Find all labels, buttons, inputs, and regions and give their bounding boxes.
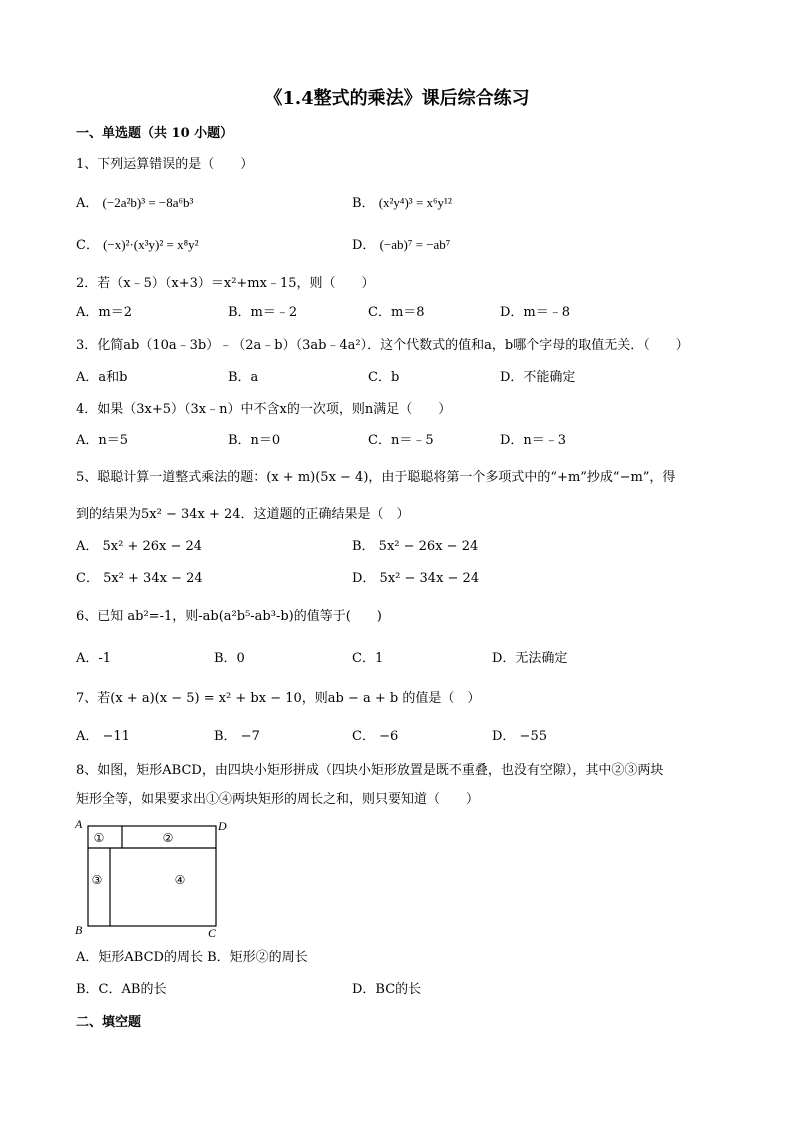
question-4-option-b: B．n＝0: [228, 433, 281, 448]
question-6-stem: 6、已知 ab²=-1，则-ab(a²b⁵-ab³-b)的值等于( ): [76, 609, 382, 624]
question-8-stem-line-1: 8、如图，矩形ABCD，由四块小矩形拼成（四块小矩形放置是既不重叠，也没有空隙），其中②③两块: [76, 763, 664, 778]
question-7-option-d: D． −55: [492, 729, 547, 744]
question-4-option-c: C．n＝﹣5: [368, 433, 434, 448]
question-8-option-c: B．C．AB的长: [76, 982, 167, 997]
option-expression: (−x)²·(x³y)² = x⁸y²: [103, 237, 199, 252]
option-letter: A．: [76, 196, 99, 211]
vertex-label-a: A: [75, 818, 83, 831]
region-label-3: ③: [91, 873, 103, 887]
question-1-option-d: [352, 237, 450, 254]
question-6-option-d: D．无法确定: [492, 651, 568, 666]
question-8-option-a-b: A．矩形ABCD的周长 B．矩形②的周长: [76, 950, 308, 965]
section-heading-fill-in: 二、填空题: [76, 1015, 142, 1030]
question-3-stem: 3．化简ab（10a﹣3b）﹣（2a﹣b）（3ab﹣4a²）．这个代数式的值和a，b哪个字母的取值无关．（ ）: [76, 338, 689, 353]
outer-rectangle: [88, 826, 216, 926]
question-8-stem-line-2: 矩形全等，如果要求出①④两块矩形的周长之和，则只要知道（ ）: [76, 792, 480, 807]
question-5-stem-line-2: 到的结果为5x² − 34x + 24．这道题的正确结果是（ ）: [76, 507, 410, 522]
region-label-1: ①: [93, 831, 105, 845]
option-letter: C．: [76, 238, 99, 253]
question-5-option-a: A． 5x² + 26x − 24: [76, 539, 203, 554]
question-7-option-c: C． −6: [352, 729, 399, 744]
question-2-stem: 2．若（x﹣5）（x+3）＝x²+mx﹣15，则（ ）: [76, 276, 375, 291]
rectangle-figure-drawing: [72, 818, 232, 938]
vertex-label-b: B: [75, 923, 83, 937]
question-5-option-b: B． 5x² − 26x − 24: [352, 539, 479, 554]
question-6-option-a: A．-1: [76, 651, 112, 666]
section-heading-single-choice: 一、单选题（共 10 小题）: [76, 126, 234, 141]
region-label-2: ②: [162, 831, 174, 845]
option-expression: (−ab)⁷ = −ab⁷: [379, 237, 451, 252]
vertex-label-d: D: [218, 819, 227, 833]
question-3-option-a: A．a和b: [76, 370, 128, 385]
question-4-option-d: D．n＝﹣3: [500, 433, 567, 448]
question-2-option-b: B．m＝﹣2: [228, 305, 298, 320]
question-3-option-c: C．b: [368, 370, 400, 385]
question-5-stem-line-1: 5、聪聪计算一道整式乘法的题：(x + m)(5x − 4)，由于聪聪将第一个多项式中的“+m”抄成“−m”，得: [76, 470, 676, 485]
option-expression: (x²y⁴)³ = x⁶y¹²: [378, 195, 452, 210]
question-8-option-d: D．BC的长: [352, 982, 422, 997]
region-label-4: ④: [174, 873, 186, 887]
question-1-option-c: [76, 237, 199, 254]
question-7-option-b: B． −7: [214, 729, 260, 744]
question-2-option-a: A．m＝2: [76, 305, 132, 320]
question-3-option-d: D．不能确定: [500, 370, 576, 385]
option-expression: (−2a²b)³ = −8a⁶b³: [102, 195, 194, 210]
vertex-label-c: C: [208, 926, 217, 938]
question-4-stem: 4．如果（3x+5）（3x﹣n）中不含x的一次项，则n满足（ ）: [76, 402, 452, 417]
question-7-option-a: A． −11: [76, 729, 130, 744]
rectangle-abcd-figure: [72, 818, 232, 938]
question-1-option-b: [352, 195, 452, 212]
question-6-option-b: B．0: [214, 651, 245, 666]
question-5-option-d: D． 5x² − 34x − 24: [352, 571, 480, 586]
question-3-option-b: B．a: [228, 370, 259, 385]
option-letter: B．: [352, 196, 375, 211]
question-2-option-c: C．m＝8: [368, 305, 425, 320]
question-4-option-a: A．n＝5: [76, 433, 129, 448]
question-2-option-d: D．m＝﹣8: [500, 305, 571, 320]
question-1-option-a: [76, 195, 193, 212]
page-title: 《1.4整式的乘法》课后综合练习: [264, 88, 530, 109]
question-7-stem: 7、若(x + a)(x − 5) = x² + bx − 10，则ab − a + b 的值是（ ）: [76, 691, 481, 706]
question-1-stem: 1、下列运算错误的是（ ）: [76, 157, 254, 172]
question-5-option-c: C． 5x² + 34x − 24: [76, 571, 203, 586]
question-6-option-c: C．1: [352, 651, 384, 666]
option-letter: D．: [352, 238, 376, 253]
